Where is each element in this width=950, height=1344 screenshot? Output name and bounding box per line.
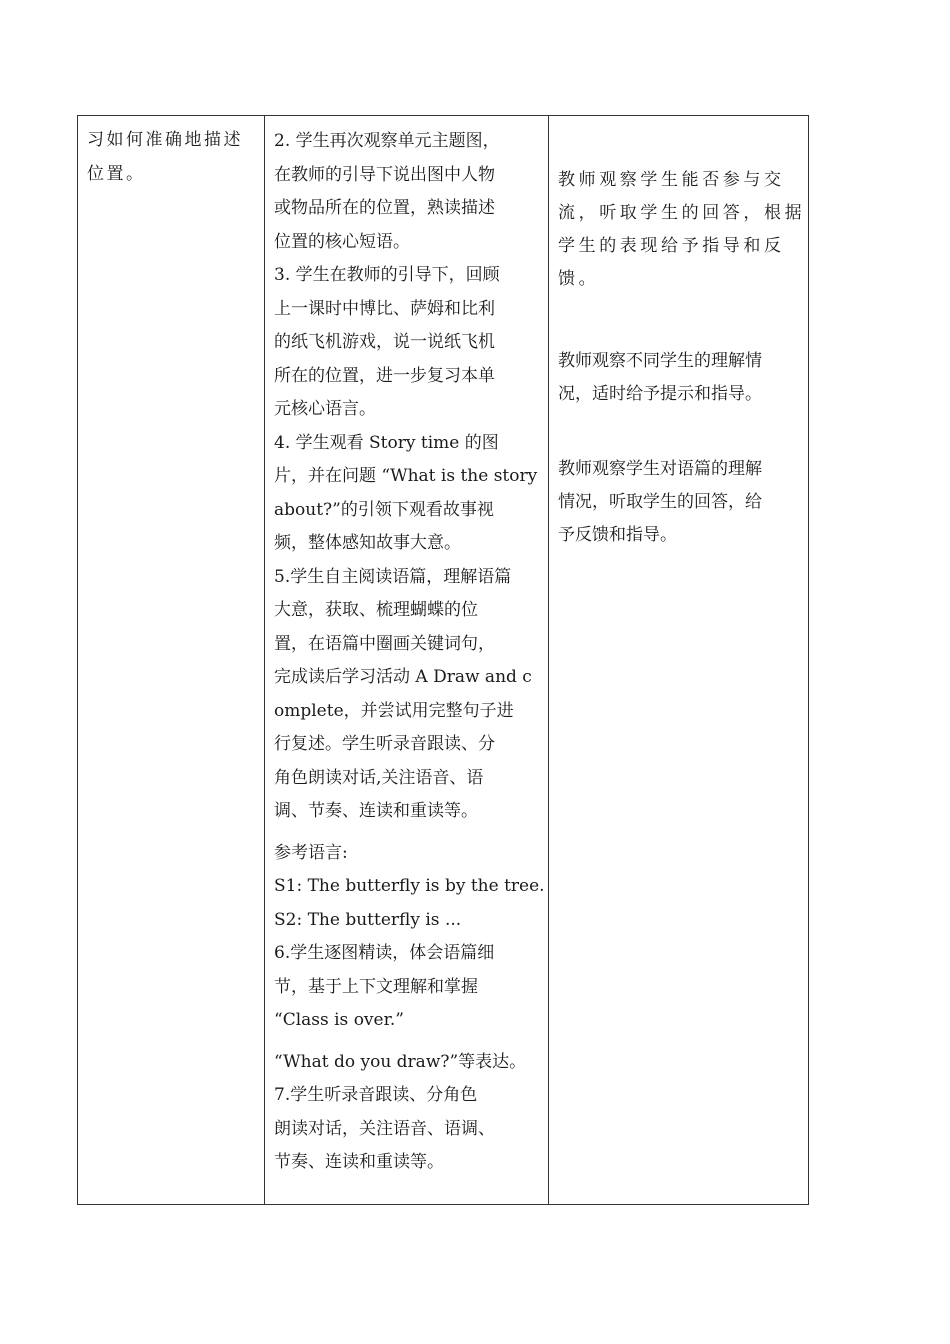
activity-line: 2. 学生再次观察单元主题图， xyxy=(274,131,500,151)
assessment-line: 教师观察不同学生的理解情 xyxy=(558,351,762,371)
activity-line: 元核心语言。 xyxy=(274,399,376,419)
activity-line: 置，在语篇中圈画关键词句， xyxy=(274,633,495,654)
assessment-line: 情况，听取学生的回答，给 xyxy=(558,492,762,512)
activity-line: 大意，获取、梳理蝴蝶的位 xyxy=(274,600,478,620)
activity-line: 片，并在问题 “What is the story xyxy=(274,466,538,486)
activity-line: 所在的位置，进一步复习本单 xyxy=(274,365,495,386)
activity-line: 或物品所在的位置，熟读描述 xyxy=(274,198,495,218)
activity-line: “Class is over.” xyxy=(274,1010,404,1030)
activity-line: 调、节奏、连读和重读等。 xyxy=(274,801,478,821)
assessment-line: 馈。 xyxy=(558,269,600,289)
spacer xyxy=(274,1038,542,1046)
activity-line: 频，整体感知故事大意。 xyxy=(274,533,461,553)
activity-line: about?”的引领下观看故事视 xyxy=(274,499,494,520)
column-objective xyxy=(78,116,265,1204)
activity-line: 的纸飞机游戏，说一说纸飞机 xyxy=(274,332,495,352)
column-assessment xyxy=(549,116,808,1204)
activity-line: 行复述。学生听录音跟读、分 xyxy=(274,734,495,754)
spacer xyxy=(274,829,542,837)
reference-line: S2: The butterfly is ... xyxy=(274,909,462,930)
activity-line: 朗读对话，关注语音、语调、 xyxy=(274,1118,495,1139)
objective-line: 习如何准确地描述 xyxy=(87,130,243,150)
activity-line: 5.学生自主阅读语篇，理解语篇 xyxy=(274,566,512,587)
objective-line: 位置。 xyxy=(87,163,146,184)
reference-line: S1: The butterfly is by the tree. xyxy=(274,876,545,896)
activity-line: 节奏、连读和重读等。 xyxy=(274,1152,444,1172)
activity-line: 7.学生听录音跟读、分角色 xyxy=(274,1085,478,1105)
activity-line: 角色朗读对话,关注语音、语 xyxy=(274,767,484,788)
activity-line: 4. 学生观看 Story time 的图 xyxy=(274,432,499,453)
activity-line: 上一课时中博比、萨姆和比利 xyxy=(274,298,495,319)
activity-line: “What do you draw?”等表达。 xyxy=(274,1051,527,1072)
assessment-line: 学生的表现给予指导和反 xyxy=(558,236,785,256)
assessment-note xyxy=(558,164,806,296)
lesson-plan-table xyxy=(77,115,809,1205)
activity-line: 6.学生逐图精读，体会语篇细 xyxy=(274,943,495,963)
activity-line: 节，基于上下文理解和掌握 xyxy=(274,976,478,997)
column-student-activities xyxy=(265,116,549,1204)
activity-line: 位置的核心短语。 xyxy=(274,231,410,252)
assessment-line: 教师观察学生能否参与交 xyxy=(558,170,785,190)
assessment-line: 予反馈和指导。 xyxy=(558,525,677,545)
activity-line: omplete，并尝试用完整句子进 xyxy=(274,700,514,721)
activity-line: 3. 学生在教师的引导下，回顾 xyxy=(274,265,500,285)
activity-line: 完成读后学习活动 A Draw and c xyxy=(274,667,532,687)
assessment-note xyxy=(558,345,801,411)
assessment-line: 况，适时给予提示和指导。 xyxy=(558,384,762,404)
assessment-line: 流，听取学生的回答，根据 xyxy=(558,203,806,223)
reference-line: 参考语言: xyxy=(274,842,348,863)
assessment-line: 教师观察学生对语篇的理解 xyxy=(558,459,762,479)
activity-line: 在教师的引导下说出图中人物 xyxy=(274,164,495,185)
assessment-note xyxy=(558,453,801,552)
